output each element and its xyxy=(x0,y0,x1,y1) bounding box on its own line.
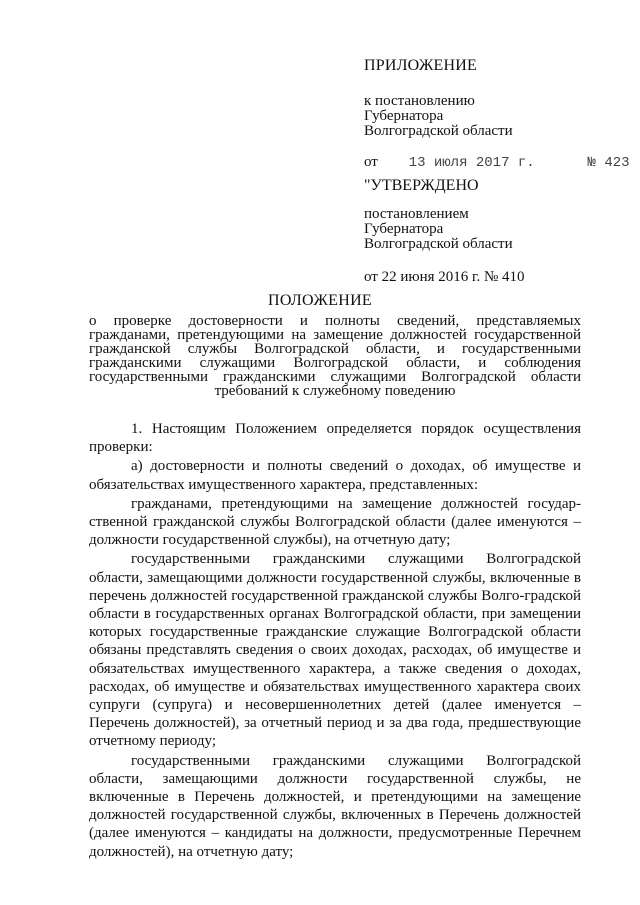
body-paragraph: гражданами, претендующими на замещение должностей государ-ственной гражданской службы Волгоградской области (далее именуются – должности государственной службы), на отчетную дату; xyxy=(89,495,581,549)
body-paragraph: государственными гражданскими служащими Волгоградской области, замещающими должности государственной службы, не включенные в Перечень должностей, и претендующими на замещение должностей государственной службы, включенных в Перечень должностей (далее именуются – кандидаты на должности, предусмотренные Перечнем должностей), на отчетную дату; xyxy=(89,752,581,860)
approved-block xyxy=(364,178,614,285)
appendix-date-stamp xyxy=(364,154,630,171)
appendix-date-value: 13 июля 2017 г. xyxy=(408,155,535,171)
appendix-line: Волгоградской области xyxy=(364,123,513,139)
document-subtitle xyxy=(89,314,581,398)
document-title: ПОЛОЖЕНИЕ xyxy=(267,292,372,309)
appendix-line: к постановлению xyxy=(364,93,475,109)
subtitle-line: гражданами, претендующими на замещение должностей государственной xyxy=(89,327,581,343)
appendix-block xyxy=(364,57,630,171)
appendix-lines xyxy=(364,94,614,139)
subtitle-line: гражданскими служащими Волгоградской области, и соблюдения xyxy=(89,355,581,371)
document-body xyxy=(89,420,581,861)
approved-line: Волгоградской области xyxy=(364,236,513,252)
approved-lines xyxy=(364,207,614,252)
appendix-number-value: № 423 xyxy=(587,155,630,171)
subtitle-line: требований к служебному поведению xyxy=(214,383,456,399)
appendix-line: Губернатора xyxy=(364,108,444,124)
approved-date-line: от 22 июня 2016 г. № 410 xyxy=(364,269,525,285)
body-paragraph: 1. Настоящим Положением определяется порядок осуществления проверки: xyxy=(89,421,581,456)
appendix-heading: ПРИЛОЖЕНИЕ xyxy=(364,57,478,74)
approved-heading: "УТВЕРЖДЕНО xyxy=(364,177,479,194)
approved-line: постановлением xyxy=(364,206,469,222)
subtitle-line: гражданской службы Волгоградской области, и государственными xyxy=(89,341,581,357)
body-paragraph: а) достоверности и полноты сведений о доходах, об имуществе и обязательствах имущественного характера, представленных: xyxy=(89,458,581,493)
appendix-date-label: от xyxy=(364,154,378,170)
body-paragraph: государственными гражданскими служащими Волгоградской области, замещающими должности государственной службы, включенные в перечень должностей государственной гражданской службы Волго-градской области в государственных органах Волгоградской области, при замещении которых государственные гражданские служащие Волгоградской области обязаны представлять сведения о своих доходах, расходах, об имуществе и обязательствах имущественного характера, а также сведения о доходах, расходах, об имуществе и обязательствах имущественного характера своих супруги (супруга) и несовершеннолетних детей (далее именуется – Перечень должностей), за отчетный период и за два года, предшествующие отчетному периоду; xyxy=(89,551,581,750)
approved-line: Губернатора xyxy=(364,221,444,237)
subtitle-line: о проверке достоверности и полноты сведений, представляемых xyxy=(89,313,581,329)
subtitle-line: государственными гражданскими служащими Волгоградской области xyxy=(89,369,581,385)
